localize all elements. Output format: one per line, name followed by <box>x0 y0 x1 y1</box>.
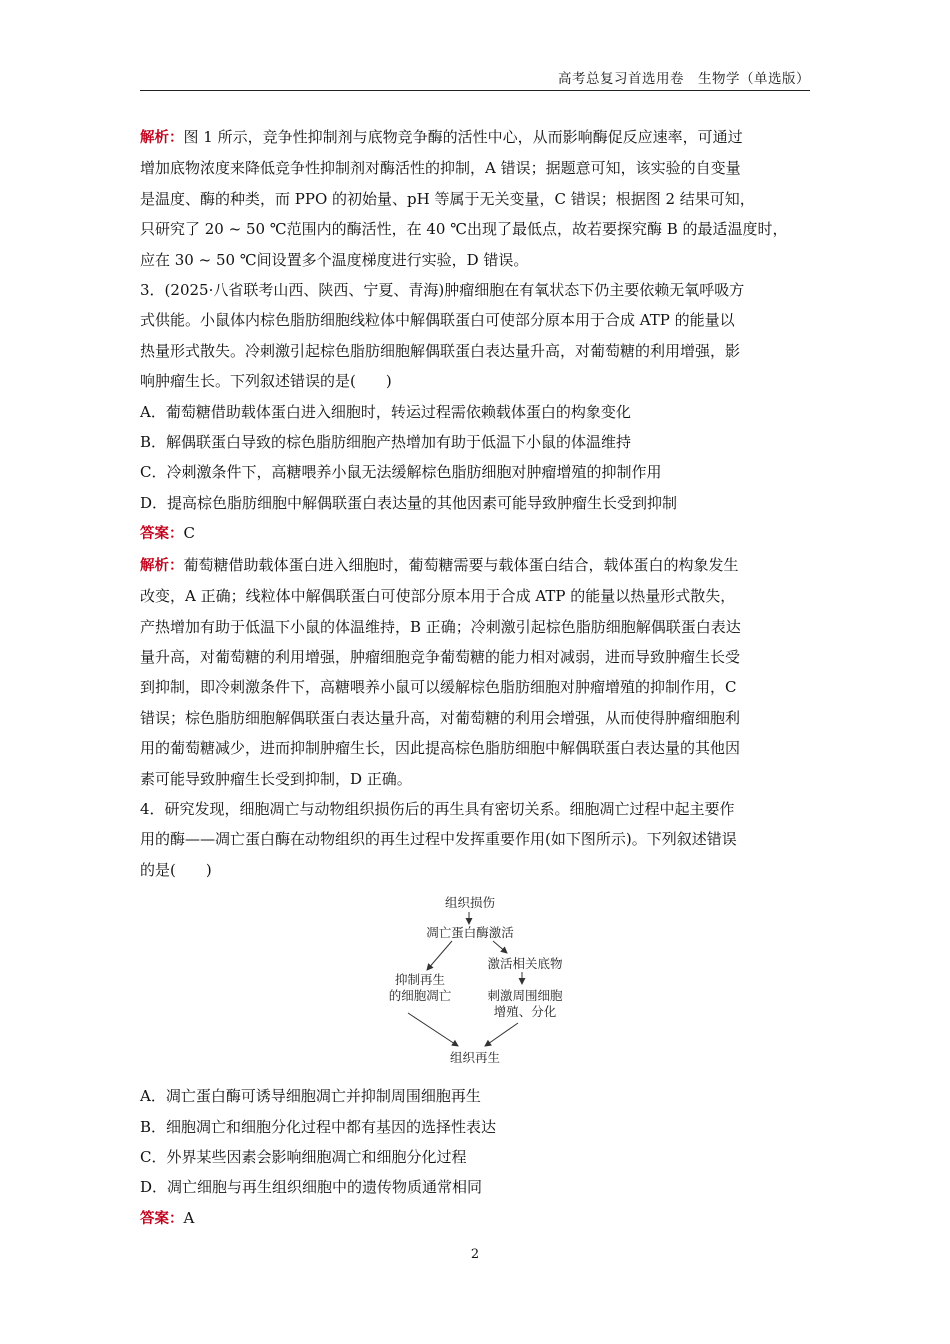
q3-analysis-line-7: 用的葡萄糖减少，进而抑制肿瘤生长，因此提高棕色脂肪细胞中解偶联蛋白表达量的其他因 <box>140 739 741 758</box>
q3-stem-line-1: 3．(2025·八省联考山西、陕西、宁夏、青海)肿瘤细胞在有氧状态下仍主要依赖无氧呼吸方 <box>140 281 745 300</box>
node-substrate-activation: 激活相关底物 <box>487 956 563 972</box>
arrow-enzyme-to-apoptosis <box>427 941 452 970</box>
q4-option-b: B．细胞凋亡和细胞分化过程中都有基因的选择性表达 <box>140 1117 497 1136</box>
q3-analysis-line-2: 改变，A 正确；线粒体中解偶联蛋白可使部分原本用于合成 ATP 的能量以热量形式散失， <box>140 587 736 606</box>
node-tissue-regeneration: 组织再生 <box>449 1050 500 1066</box>
answer-value: A <box>183 1208 195 1227</box>
q4-stem-line-2: 用的酶——凋亡蛋白酶在动物组织的再生过程中发挥重要作用(如下图所示)。下列叙述错误 <box>140 830 737 849</box>
q3-option-b: B．解偶联蛋白导致的棕色脂肪细胞产热增加有助于低温下小鼠的体温维持 <box>140 433 632 452</box>
analysis-label: 解析： <box>140 557 184 574</box>
node-tissue-injury: 组织损伤 <box>445 895 496 911</box>
q2-analysis-line-4: 只研究了 20 ~ 50 ℃范围内的酶活性，在 40 ℃出现了最低点，故若要探究酶 B 的最适温度时， <box>140 220 788 239</box>
arrow-enzyme-to-substrate <box>493 941 507 953</box>
node-enzyme-activation: 凋亡蛋白酶激活 <box>426 925 514 941</box>
answer-label: 答案： <box>140 526 184 543</box>
q3-stem-line-4: 响肿瘤生长。下列叙述错误的是( ) <box>140 372 392 391</box>
arrow-stimulation-to-regeneration <box>485 1023 518 1046</box>
q3-analysis-line-6: 错误；棕色脂肪细胞解偶联蛋白表达量升高，对葡萄糖的利用会增强，从而使得肿瘤细胞利 <box>140 708 741 727</box>
q4-stem-line-3: 的是( ) <box>140 860 212 879</box>
q4-answer <box>140 1203 814 1234</box>
q3-answer <box>140 518 814 549</box>
page-content <box>140 122 814 1234</box>
node-apoptosis-line-2: 的细胞凋亡 <box>388 988 452 1004</box>
analysis-label: 解析： <box>140 130 184 146</box>
q3-option-c: C．冷刺激条件下，高糖喂养小鼠无法缓解棕色脂肪细胞对肿瘤增殖的抑制作用 <box>140 463 662 482</box>
q3-analysis-line-5: 到抑制，即冷刺激条件下，高糖喂养小鼠可以缓解棕色脂肪细胞对肿瘤增殖的抑制作用，C <box>140 678 737 697</box>
diagram-arrows <box>140 895 814 1073</box>
node-apoptosis-line-1: 抑制再生 <box>394 972 445 988</box>
q3-option-d: D．提高棕色脂肪细胞中解偶联蛋白表达量的其他因素可能导致肿瘤生长受到抑制 <box>140 493 678 512</box>
q2-analysis-line-3: 是温度、酶的种类，而 PPO 的初始量、pH 等属于无关变量，C 错误；根据图 2 结果可知， <box>140 189 755 208</box>
q4-stem-line-1: 4．研究发现，细胞凋亡与动物组织损伤后的再生具有密切关系。细胞凋亡过程中起主要作 <box>140 799 735 818</box>
q2-analysis-line-5: 应在 30 ~ 50 ℃间设置多个温度梯度进行实验，D 错误。 <box>140 250 529 269</box>
page-header <box>140 70 810 91</box>
header-title: 高考总复习首选用卷 生物学（单选版） <box>558 71 810 87</box>
q3-analysis-line-3: 产热增加有助于低温下小鼠的体温维持，B 正确；冷刺激引起棕色脂肪细胞解偶联蛋白表达 <box>140 617 741 636</box>
node-stimulation-line-2: 增殖、分化 <box>493 1004 557 1020</box>
node-stimulation-line-1: 刺激周围细胞 <box>487 988 563 1004</box>
q2-analysis-line-1: 解析：图 1 所示，竞争性抑制剂与底物竞争酶的活性中心，从而影响酶促反应速率，可通过 <box>140 128 743 146</box>
q3-analysis-line-1: 解析：葡萄糖借助载体蛋白进入细胞时，葡萄糖需要与载体蛋白结合，载体蛋白的构象发生 <box>140 555 739 574</box>
q3-stem-line-2: 式供能。小鼠体内棕色脂肪细胞线粒体中解偶联蛋白可使部分原本用于合成 ATP 的能量以 <box>140 311 735 330</box>
regeneration-flow-diagram <box>140 895 814 1073</box>
q3-stem-line-3: 热量形式散失。冷刺激引起棕色脂肪细胞解偶联蛋白表达量升高，对葡萄糖的利用增强，影 <box>140 341 741 360</box>
q3-analysis-line-8: 素可能导致肿瘤生长受到抑制，D 正确。 <box>140 769 412 788</box>
answer-label: 答案： <box>140 1210 184 1227</box>
q4-option-a: A．凋亡蛋白酶可诱导细胞凋亡并抑制周围细胞再生 <box>140 1087 481 1106</box>
q3-analysis-line-4: 量升高，对葡萄糖的利用增强，肿瘤细胞竞争葡萄糖的能力相对减弱，进而导致肿瘤生长受 <box>140 647 741 666</box>
q4-option-c: C．外界某些因素会影响细胞凋亡和细胞分化过程 <box>140 1147 467 1166</box>
q3-option-a: A．葡萄糖借助载体蛋白进入细胞时，转运过程需依赖载体蛋白的构象变化 <box>140 402 631 421</box>
answer-value: C <box>183 524 195 543</box>
q2-analysis-line-2: 增加底物浓度来降低竞争性抑制剂对酶活性的抑制，A 错误；据题意可知，该实验的自变量 <box>140 159 741 178</box>
page-number: 2 <box>470 1247 480 1262</box>
arrow-apoptosis-to-regeneration <box>408 1013 458 1046</box>
q4-option-d: D．凋亡细胞与再生组织细胞中的遗传物质通常相同 <box>140 1178 483 1197</box>
